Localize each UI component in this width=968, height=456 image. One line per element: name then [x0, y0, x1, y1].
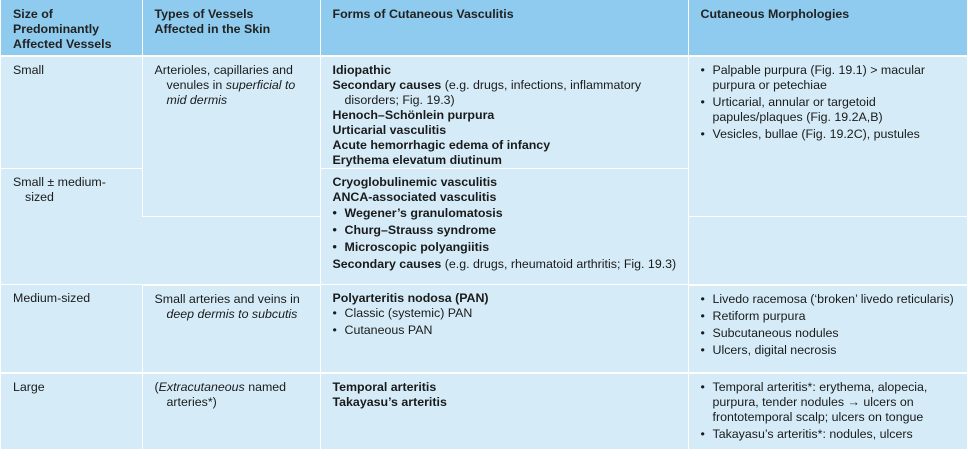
list-item: • Wegener’s granulomatosis [333, 206, 680, 221]
cell-forms-small-medium [320, 169, 688, 285]
header-morph: Cutaneous Morphologies [688, 0, 967, 56]
header-size: Size of Predominantly Affected Vessels [1, 0, 142, 56]
list-item: • Takayasu’s arteritis*: nodules, ulcers [701, 427, 960, 442]
cell-size-small-medium: Small ± medium-sized [1, 169, 142, 285]
list-item: • Livedo racemosa (‘broken’ livedo reticularis) [701, 292, 960, 307]
types-small-text: Arterioles, capillaries and venules in superficial to mid dermis [154, 63, 296, 107]
row-medium [1, 285, 967, 373]
form-eed: Erythema elevatum diutinum [332, 153, 502, 167]
cell-forms-medium [320, 285, 688, 373]
list-item: • Cutaneous PAN [333, 323, 680, 338]
vasculitis-table [1, 0, 967, 449]
cell-types-small [142, 56, 320, 217]
cell-types-medium: Small arteries and veins in deep dermis to subcutis [142, 285, 320, 373]
form-ahei: Acute hemorrhagic edema of infancy [332, 138, 551, 152]
form-pan: Polyarteritis nodosa (PAN) [332, 291, 489, 305]
cell-morph-small [688, 56, 967, 217]
form-anca: ANCA-associated vasculitis [332, 190, 497, 204]
morph-medium-list [701, 292, 960, 358]
list-item: • Ulcers, digital necrosis [701, 343, 960, 358]
morph-large-list [701, 380, 960, 442]
form-secondary-sm: Secondary causes (e.g. drugs, rheumatoid arthritis; Fig. 19.3) [332, 257, 677, 271]
header-row [1, 0, 967, 56]
list-item: • Microscopic polyangiitis [333, 240, 680, 255]
list-item: • Subcutaneous nodules [701, 326, 960, 341]
pan-list [333, 306, 680, 338]
form-cryo: Cryoglobulinemic vasculitis [332, 175, 498, 189]
header-forms: Forms of Cutaneous Vasculitis [320, 0, 688, 56]
cell-size-medium: Medium-sized [1, 285, 142, 373]
header-types: Types of Vessels Affected in the Skin [142, 0, 320, 56]
list-item: • Churg–Strauss syndrome [333, 223, 680, 238]
row-large [1, 373, 967, 449]
cell-morph-large [688, 373, 967, 449]
cell-types-large: (Extracutaneous named arteries*) [142, 373, 320, 449]
anca-list [333, 206, 680, 255]
form-idiopathic: Idiopathic [332, 63, 392, 77]
list-item: • Retiform purpura [701, 309, 960, 324]
cell-types-small-medium [142, 217, 320, 285]
form-secondary-small: Secondary causes (e.g. drugs, infections, inflammatory disorders; Fig. 19.3) [332, 78, 642, 107]
cell-morph-small-medium [688, 217, 967, 285]
cell-morph-medium [688, 285, 967, 373]
list-item: • Temporal arteritis*: erythema, alopecia, purpura, tender nodules → ulcers on frontotemporal scalp; ulcers on tongue [701, 380, 960, 425]
list-item: • Vesicles, bullae (Fig. 19.2C), pustules [701, 127, 960, 142]
list-item: • Urticarial, annular or targetoid papules/plaques (Fig. 19.2A,B) [701, 95, 960, 125]
cell-forms-small [320, 56, 688, 169]
form-urticarial: Urticarial vasculitis [332, 123, 447, 137]
morph-small-list [701, 63, 960, 142]
list-item: • Palpable purpura (Fig. 19.1) > macular purpura or petechiae [701, 63, 960, 93]
list-item: • Classic (systemic) PAN [333, 306, 680, 321]
form-temporal: Temporal arteritis [332, 379, 437, 394]
form-hsp: Henoch–Schönlein purpura [332, 108, 495, 122]
form-takayasu: Takayasu’s arteritis [332, 394, 447, 409]
row-small [1, 56, 967, 169]
cell-size-small: Small [1, 56, 142, 169]
cell-size-large: Large [1, 373, 142, 449]
cell-forms-large [320, 373, 688, 449]
